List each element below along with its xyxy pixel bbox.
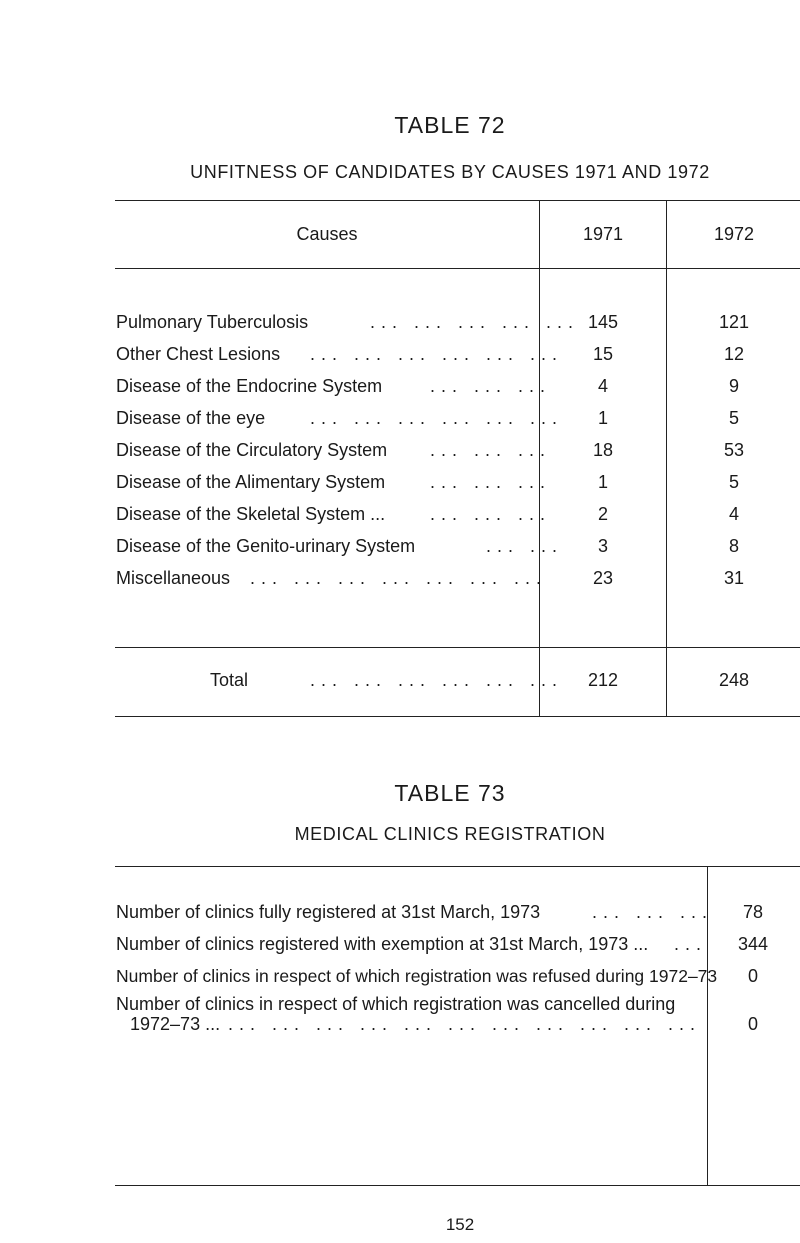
- dot-leader: ... ... ... ... ... ...: [310, 670, 564, 690]
- value-1971: 2: [597, 504, 608, 524]
- dot-leader: ... ... ... ... ...: [370, 312, 580, 332]
- value-1971: 23: [592, 568, 614, 588]
- value-1972: 121: [718, 312, 750, 332]
- value-1972: 5: [728, 472, 739, 492]
- cause-label: Miscellaneous: [116, 568, 231, 588]
- cause-label: Other Chest Lesions: [116, 344, 281, 364]
- value-1971: 1: [597, 472, 608, 492]
- value-1972: 31: [723, 568, 745, 588]
- value-1971: 1: [597, 408, 608, 428]
- header-causes: Causes: [296, 224, 358, 244]
- value-1971: 4: [597, 376, 608, 396]
- dot-leader: ... ... ...: [430, 472, 552, 492]
- table-72-total-rule: [115, 647, 800, 648]
- dot-leader: ... ... ...: [430, 504, 552, 524]
- table-72-subtitle: UNFITNESS OF CANDIDATES BY CAUSES 1971 AND 1972: [190, 162, 710, 182]
- table-72-title: TABLE 72: [394, 112, 506, 138]
- total-label: Total: [210, 670, 249, 690]
- page-number: 152: [445, 1215, 475, 1234]
- value-1972: 8: [728, 536, 739, 556]
- cause-label: Disease of the Alimentary System: [116, 472, 386, 492]
- dot-leader: ... ... ... ... ... ... ...: [250, 568, 548, 588]
- cause-label: Disease of the Skeletal System ...: [116, 504, 386, 524]
- clinic-value: 78: [742, 902, 764, 922]
- clinic-label: Number of clinics in respect of which registration was cancelled during: [116, 994, 676, 1014]
- table-73-subtitle: MEDICAL CLINICS REGISTRATION: [294, 824, 606, 844]
- header-1972: 1972: [713, 224, 755, 244]
- dot-leader: ... ... ... ... ... ... ... ... ... ... ...: [228, 1014, 702, 1034]
- table-73-top-rule: [115, 866, 800, 867]
- value-1971: 3: [597, 536, 608, 556]
- clinic-label: Number of clinics fully registered at 31st March, 1973: [116, 902, 541, 922]
- header-1971: 1971: [582, 224, 624, 244]
- cause-label: Disease of the Genito-urinary System: [116, 536, 416, 556]
- dot-leader: ... ...: [486, 536, 564, 556]
- table-72-bottom-rule: [115, 716, 800, 717]
- cause-label: Disease of the eye: [116, 408, 266, 428]
- total-1972: 248: [718, 670, 750, 690]
- clinic-label-continued: 1972–73 ...: [130, 1014, 221, 1034]
- clinic-value: 0: [747, 966, 758, 986]
- table-73-bottom-rule: [115, 1185, 800, 1186]
- dot-leader: ... ... ...: [592, 902, 714, 922]
- dot-leader: ... ... ... ... ... ...: [310, 408, 564, 428]
- cause-label: Disease of the Endocrine System: [116, 376, 383, 396]
- clinic-label: Number of clinics registered with exemption at 31st March, 1973 ...: [116, 934, 649, 954]
- value-1971: 145: [587, 312, 619, 332]
- cause-label: Pulmonary Tuberculosis: [116, 312, 309, 332]
- value-1971: 15: [592, 344, 614, 364]
- table-72-top-rule: [115, 200, 800, 201]
- clinic-label: Number of clinics in respect of which registration was refused during 1972–73: [116, 966, 718, 986]
- value-1972: 12: [723, 344, 745, 364]
- table-72-header-rule: [115, 268, 800, 269]
- dot-leader: ... ... ...: [430, 440, 552, 460]
- clinic-value: 344: [737, 934, 769, 954]
- total-1971: 212: [587, 670, 619, 690]
- value-1972: 53: [723, 440, 745, 460]
- dot-leader: ... ... ... ... ... ...: [310, 344, 564, 364]
- value-1971: 18: [592, 440, 614, 460]
- clinic-value: 0: [747, 1014, 758, 1034]
- cause-label: Disease of the Circulatory System: [116, 440, 388, 460]
- dot-leader: ...: [674, 934, 708, 954]
- value-1972: 9: [728, 376, 739, 396]
- value-1972: 5: [728, 408, 739, 428]
- table-73-title: TABLE 73: [394, 780, 506, 806]
- dot-leader: ... ... ...: [430, 376, 552, 396]
- value-1972: 4: [728, 504, 739, 524]
